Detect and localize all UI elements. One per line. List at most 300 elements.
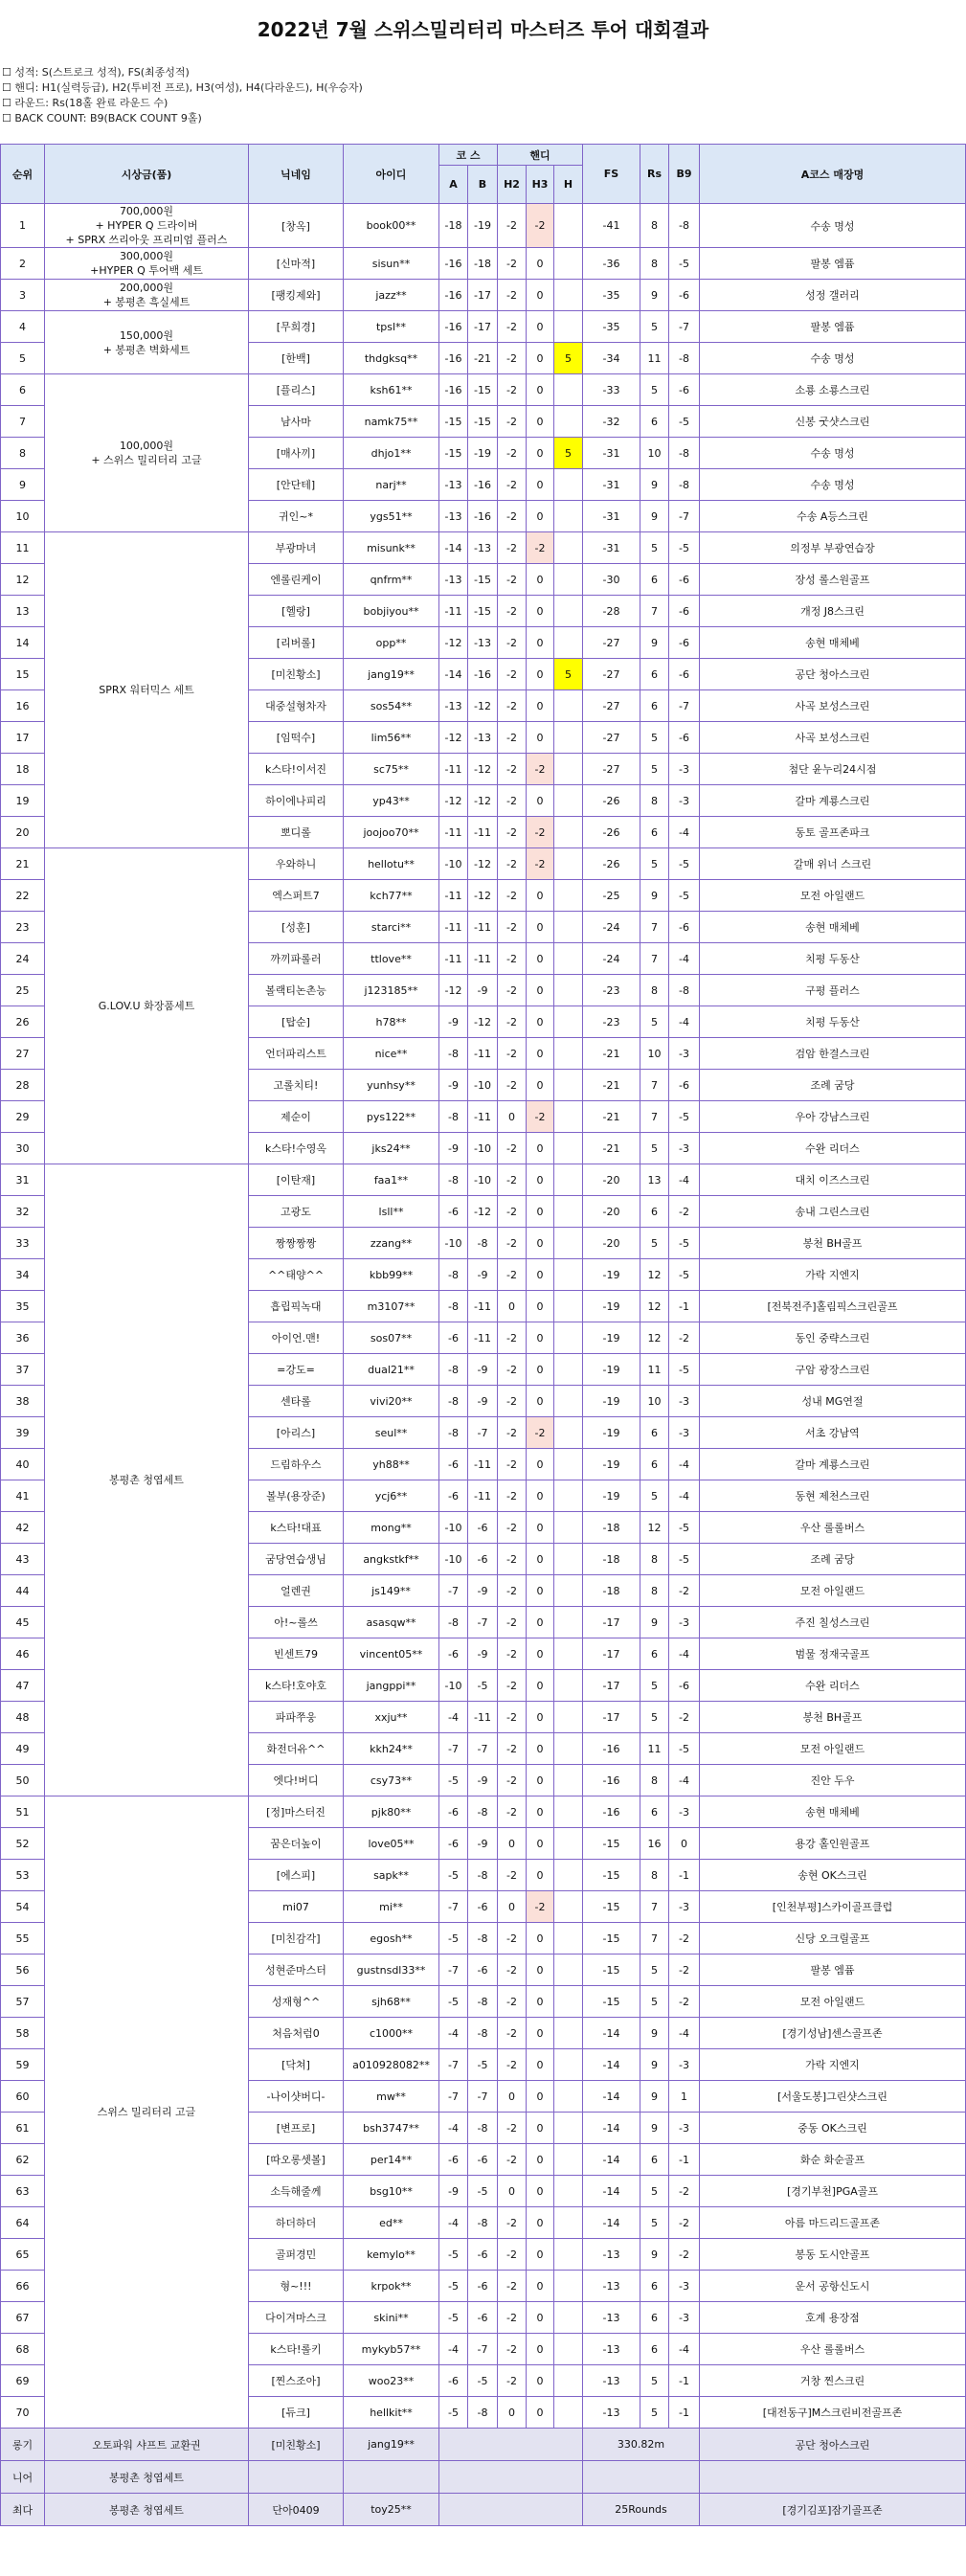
b-cell: -11 xyxy=(468,817,498,848)
b9-cell: -3 xyxy=(669,2049,700,2081)
b-cell: -18 xyxy=(468,248,498,280)
b9-cell: -4 xyxy=(669,1449,700,1480)
store-cell: 수송 명성 xyxy=(700,204,966,248)
b-cell: -12 xyxy=(468,754,498,785)
h-cell xyxy=(554,785,583,817)
h-cell xyxy=(554,722,583,754)
id-cell: sjh68** xyxy=(344,1986,439,2018)
store-cell: 동토 골프존파크 xyxy=(700,817,966,848)
h-cell xyxy=(554,2049,583,2081)
b-cell: -9 xyxy=(468,1386,498,1417)
store-cell: 송내 그린스크린 xyxy=(700,1196,966,1228)
fs-cell: -21 xyxy=(583,1101,640,1133)
header-b: B xyxy=(468,166,498,204)
nickname-cell: 우와하니 xyxy=(249,848,344,880)
b-cell: -7 xyxy=(468,2334,498,2365)
id-cell: hellotu** xyxy=(344,848,439,880)
b9-cell: -2 xyxy=(669,2176,700,2207)
a-cell: -7 xyxy=(439,1955,468,1986)
h3-cell: 0 xyxy=(527,1259,554,1291)
store-cell: 수송 A등스크린 xyxy=(700,501,966,532)
h-cell xyxy=(554,1070,583,1101)
rank-cell: 68 xyxy=(1,2334,45,2365)
nickname-cell: 남사마 xyxy=(249,406,344,438)
rs-cell: 8 xyxy=(640,1544,669,1575)
fs-cell: -18 xyxy=(583,1575,640,1607)
b9-cell: -2 xyxy=(669,1575,700,1607)
fs-cell: -27 xyxy=(583,659,640,690)
h-cell xyxy=(554,975,583,1006)
h-cell xyxy=(554,1733,583,1765)
fs-cell: -26 xyxy=(583,848,640,880)
header-course: 코 스 xyxy=(439,145,498,166)
rs-cell: 8 xyxy=(640,785,669,817)
rank-cell: 14 xyxy=(1,627,45,659)
special-rows xyxy=(1,2429,966,2526)
fs-cell: -31 xyxy=(583,501,640,532)
b-cell: -12 xyxy=(468,1006,498,1038)
h-cell xyxy=(554,1955,583,1986)
h-cell xyxy=(554,1006,583,1038)
rank-cell: 65 xyxy=(1,2239,45,2271)
b-cell: -19 xyxy=(468,204,498,248)
nickname-cell: 제순이 xyxy=(249,1101,344,1133)
store-cell: 봉천 BH골프 xyxy=(700,1228,966,1259)
nickname-cell: 형~!!! xyxy=(249,2271,344,2302)
rs-cell: 5 xyxy=(640,311,669,343)
fs-cell: -31 xyxy=(583,469,640,501)
a-cell: -11 xyxy=(439,817,468,848)
id-cell: pjk80** xyxy=(344,1796,439,1828)
h2-cell: -2 xyxy=(498,1986,527,2018)
a-cell: -6 xyxy=(439,1449,468,1480)
h-cell xyxy=(554,564,583,596)
rs-cell: 7 xyxy=(640,943,669,975)
rank-cell: 38 xyxy=(1,1386,45,1417)
rs-cell: 8 xyxy=(640,1575,669,1607)
nickname-cell: 볼부(용장준) xyxy=(249,1480,344,1512)
b9-cell: -8 xyxy=(669,343,700,374)
fs-cell: -21 xyxy=(583,1070,640,1101)
b9-cell: 1 xyxy=(669,2081,700,2113)
rs-cell: 11 xyxy=(640,1733,669,1765)
store-cell: 사곡 보성스크린 xyxy=(700,722,966,754)
store-cell: 우아 강남스크린 xyxy=(700,1101,966,1133)
nickname-cell: [변프로] xyxy=(249,2113,344,2144)
id-cell: bsg10** xyxy=(344,2176,439,2207)
h2-cell: -2 xyxy=(498,1638,527,1670)
a-cell: -12 xyxy=(439,975,468,1006)
h3-cell: 0 xyxy=(527,1544,554,1575)
b-cell: -8 xyxy=(468,2207,498,2239)
h3-cell: 0 xyxy=(527,2365,554,2397)
rs-cell: 7 xyxy=(640,1101,669,1133)
a-cell: -10 xyxy=(439,848,468,880)
h3-cell: 0 xyxy=(527,248,554,280)
h3-cell: 0 xyxy=(527,374,554,406)
b-cell: -8 xyxy=(468,2113,498,2144)
nickname-cell: 뽀디롤 xyxy=(249,817,344,848)
rank-cell: 50 xyxy=(1,1765,45,1796)
special-prize-cell: 봉평촌 청엽세트 xyxy=(45,2461,249,2494)
fs-cell: -15 xyxy=(583,1828,640,1860)
store-cell: [인천부평]스카이골프클럽 xyxy=(700,1891,966,1923)
store-cell: 수완 리더스 xyxy=(700,1670,966,1702)
b9-cell: -6 xyxy=(669,722,700,754)
h2-cell: -2 xyxy=(498,2144,527,2176)
b-cell: -15 xyxy=(468,374,498,406)
h3-cell: 0 xyxy=(527,722,554,754)
a-cell: -10 xyxy=(439,1544,468,1575)
fs-cell: -13 xyxy=(583,2365,640,2397)
b9-cell: -5 xyxy=(669,532,700,564)
b-cell: -9 xyxy=(468,1575,498,1607)
a-cell: -15 xyxy=(439,438,468,469)
rs-cell: 6 xyxy=(640,2271,669,2302)
h2-cell: -2 xyxy=(498,311,527,343)
rank-cell: 20 xyxy=(1,817,45,848)
store-cell: [경기부천]PGA골프 xyxy=(700,2176,966,2207)
a-cell: -5 xyxy=(439,2271,468,2302)
rank-cell: 44 xyxy=(1,1575,45,1607)
a-cell: -6 xyxy=(439,2144,468,2176)
b9-cell: -3 xyxy=(669,2302,700,2334)
nickname-cell: [따오롱셋볼] xyxy=(249,2144,344,2176)
h-cell xyxy=(554,1101,583,1133)
store-cell: 팔봉 엠퓸 xyxy=(700,311,966,343)
h2-cell: -2 xyxy=(498,1544,527,1575)
h-cell xyxy=(554,1480,583,1512)
h2-cell: -2 xyxy=(498,438,527,469)
h2-cell: -2 xyxy=(498,1702,527,1733)
rank-cell: 1 xyxy=(1,204,45,248)
prize-cell: 700,000원 + HYPER Q 드라이버 + SPRX 쓰리아웃 프리미엄 플러스 xyxy=(45,204,249,248)
fs-cell: -14 xyxy=(583,2049,640,2081)
header-b9: B9 xyxy=(669,145,700,204)
nickname-cell: 엑스퍼트7 xyxy=(249,880,344,912)
h2-cell: -2 xyxy=(498,2018,527,2049)
fs-cell: -17 xyxy=(583,1670,640,1702)
h2-cell: -2 xyxy=(498,1575,527,1607)
h3-cell: 0 xyxy=(527,2049,554,2081)
b9-cell: -3 xyxy=(669,1607,700,1638)
b-cell: -11 xyxy=(468,1480,498,1512)
h2-cell: -2 xyxy=(498,1164,527,1196)
h-cell xyxy=(554,248,583,280)
fs-cell: -19 xyxy=(583,1386,640,1417)
nickname-cell: [이탄재] xyxy=(249,1164,344,1196)
b9-cell: -2 xyxy=(669,1702,700,1733)
store-cell: 봉동 도시안골프 xyxy=(700,2239,966,2271)
rank-cell: 6 xyxy=(1,374,45,406)
nickname-cell: [헬랑] xyxy=(249,596,344,627)
h-cell xyxy=(554,1449,583,1480)
fs-cell: -28 xyxy=(583,596,640,627)
b9-cell: -4 xyxy=(669,1765,700,1796)
nickname-cell: -나이샷버디- xyxy=(249,2081,344,2113)
b9-cell: -3 xyxy=(669,2113,700,2144)
a-cell: -13 xyxy=(439,469,468,501)
h3-cell: 0 xyxy=(527,1733,554,1765)
b-cell: -6 xyxy=(468,1544,498,1575)
fs-cell: -17 xyxy=(583,1607,640,1638)
rs-cell: 5 xyxy=(640,2397,669,2429)
fs-cell: -14 xyxy=(583,2176,640,2207)
a-cell: -5 xyxy=(439,1860,468,1891)
h2-cell: -2 xyxy=(498,1796,527,1828)
h3-cell: 0 xyxy=(527,564,554,596)
h3-cell: 0 xyxy=(527,1038,554,1070)
a-cell: -7 xyxy=(439,2049,468,2081)
fs-cell: -13 xyxy=(583,2334,640,2365)
rank-cell: 8 xyxy=(1,438,45,469)
h3-cell: -2 xyxy=(527,817,554,848)
b9-cell: -6 xyxy=(669,1670,700,1702)
store-cell: 검암 한결스크린 xyxy=(700,1038,966,1070)
h-cell xyxy=(554,1038,583,1070)
header-rank: 순위 xyxy=(1,145,45,204)
b-cell: -13 xyxy=(468,722,498,754)
h2-cell: -2 xyxy=(498,1480,527,1512)
b-cell: -10 xyxy=(468,1133,498,1164)
rs-cell: 10 xyxy=(640,1386,669,1417)
rs-cell: 6 xyxy=(640,2334,669,2365)
fs-cell: -41 xyxy=(583,204,640,248)
h2-cell: 0 xyxy=(498,1891,527,1923)
special-label-cell: 롱기 xyxy=(1,2429,45,2461)
h3-cell: 0 xyxy=(527,1670,554,1702)
b-cell: -11 xyxy=(468,1449,498,1480)
fs-cell: -32 xyxy=(583,406,640,438)
id-cell: ed** xyxy=(344,2207,439,2239)
h2-cell: -2 xyxy=(498,406,527,438)
rs-cell: 6 xyxy=(640,406,669,438)
b9-cell: -4 xyxy=(669,817,700,848)
h3-cell: 0 xyxy=(527,1575,554,1607)
h-cell xyxy=(554,2207,583,2239)
h-cell xyxy=(554,1544,583,1575)
h2-cell: -2 xyxy=(498,248,527,280)
b-cell: -16 xyxy=(468,659,498,690)
b9-cell: -3 xyxy=(669,754,700,785)
rs-cell: 5 xyxy=(640,1986,669,2018)
result-rows xyxy=(1,204,966,2429)
rank-cell: 35 xyxy=(1,1291,45,1322)
rank-cell: 57 xyxy=(1,1986,45,2018)
b9-cell: -8 xyxy=(669,975,700,1006)
header-store: A코스 매장명 xyxy=(700,145,966,204)
special-award-row xyxy=(1,2461,966,2494)
h2-cell: -2 xyxy=(498,1955,527,1986)
rank-cell: 15 xyxy=(1,659,45,690)
a-cell: -8 xyxy=(439,1607,468,1638)
h3-cell: 0 xyxy=(527,343,554,374)
rank-cell: 30 xyxy=(1,1133,45,1164)
h3-cell: 0 xyxy=(527,2081,554,2113)
rs-cell: 5 xyxy=(640,754,669,785)
id-cell: qnfrm** xyxy=(344,564,439,596)
special-empty-cell xyxy=(439,2429,583,2461)
b9-cell: -3 xyxy=(669,2271,700,2302)
id-cell: seul** xyxy=(344,1417,439,1449)
a-cell: -8 xyxy=(439,1354,468,1386)
h-cell xyxy=(554,1670,583,1702)
b9-cell: -4 xyxy=(669,2334,700,2365)
store-cell: 거창 찐스크린 xyxy=(700,2365,966,2397)
b9-cell: -4 xyxy=(669,1006,700,1038)
store-cell: 송현 매체베 xyxy=(700,1796,966,1828)
rs-cell: 5 xyxy=(640,374,669,406)
fs-cell: -14 xyxy=(583,2081,640,2113)
h2-cell: -2 xyxy=(498,2049,527,2081)
store-cell: 갈매 위너 스크린 xyxy=(700,848,966,880)
rs-cell: 5 xyxy=(640,1955,669,1986)
fs-cell: -24 xyxy=(583,912,640,943)
rs-cell: 8 xyxy=(640,975,669,1006)
fs-cell: -13 xyxy=(583,2302,640,2334)
special-id-cell: jang19** xyxy=(344,2429,439,2461)
store-cell: 모전 아일랜드 xyxy=(700,1986,966,2018)
id-cell: asasqw** xyxy=(344,1607,439,1638)
rs-cell: 12 xyxy=(640,1291,669,1322)
a-cell: -16 xyxy=(439,248,468,280)
h-cell xyxy=(554,880,583,912)
h-cell xyxy=(554,1796,583,1828)
rank-cell: 61 xyxy=(1,2113,45,2144)
h-cell xyxy=(554,596,583,627)
fs-cell: -34 xyxy=(583,343,640,374)
id-cell: dhjo1** xyxy=(344,438,439,469)
special-label-cell: 니어 xyxy=(1,2461,45,2494)
h-cell xyxy=(554,1923,583,1955)
rank-cell: 45 xyxy=(1,1607,45,1638)
h-cell xyxy=(554,1322,583,1354)
h2-cell: -2 xyxy=(498,2113,527,2144)
store-cell: 신봉 굿샷스크린 xyxy=(700,406,966,438)
h3-cell: 0 xyxy=(527,2239,554,2271)
store-cell: 신당 오크릴골프 xyxy=(700,1923,966,1955)
h3-cell: 0 xyxy=(527,690,554,722)
id-cell: kkh24** xyxy=(344,1733,439,1765)
b9-cell: -4 xyxy=(669,1638,700,1670)
h-cell xyxy=(554,2397,583,2429)
b9-cell: -5 xyxy=(669,248,700,280)
special-store-cell: 공단 청아스크린 xyxy=(700,2429,966,2461)
id-cell: sapk** xyxy=(344,1860,439,1891)
a-cell: -8 xyxy=(439,1386,468,1417)
fs-cell: -17 xyxy=(583,1702,640,1733)
h3-cell: 0 xyxy=(527,2334,554,2365)
h3-cell: -2 xyxy=(527,754,554,785)
id-cell: jangppi** xyxy=(344,1670,439,1702)
rank-cell: 17 xyxy=(1,722,45,754)
store-cell: 성정 갤러리 xyxy=(700,280,966,311)
b-cell: -8 xyxy=(468,1228,498,1259)
id-cell: jang19** xyxy=(344,659,439,690)
table-row xyxy=(1,532,966,564)
nickname-cell: 언더파리스트 xyxy=(249,1038,344,1070)
h3-cell: 0 xyxy=(527,2018,554,2049)
b-cell: -7 xyxy=(468,1607,498,1638)
h2-cell: -2 xyxy=(498,627,527,659)
b9-cell: -2 xyxy=(669,1322,700,1354)
h2-cell: -2 xyxy=(498,469,527,501)
h-cell xyxy=(554,848,583,880)
a-cell: -7 xyxy=(439,1575,468,1607)
b-cell: -7 xyxy=(468,1417,498,1449)
a-cell: -8 xyxy=(439,1101,468,1133)
a-cell: -13 xyxy=(439,501,468,532)
nickname-cell: [매사끼] xyxy=(249,438,344,469)
b9-cell: -2 xyxy=(669,2239,700,2271)
store-cell: 송현 OK스크린 xyxy=(700,1860,966,1891)
h-cell xyxy=(554,1607,583,1638)
rank-cell: 24 xyxy=(1,943,45,975)
fs-cell: -19 xyxy=(583,1480,640,1512)
fs-cell: -23 xyxy=(583,1006,640,1038)
rs-cell: 10 xyxy=(640,438,669,469)
rank-cell: 46 xyxy=(1,1638,45,1670)
special-label-cell: 최다 xyxy=(1,2494,45,2526)
a-cell: -14 xyxy=(439,659,468,690)
a-cell: -8 xyxy=(439,1259,468,1291)
rs-cell: 7 xyxy=(640,596,669,627)
h3-cell: 0 xyxy=(527,1860,554,1891)
rank-cell: 54 xyxy=(1,1891,45,1923)
b9-cell: -5 xyxy=(669,1101,700,1133)
h2-cell: -2 xyxy=(498,532,527,564)
store-cell: 공단 청아스크린 xyxy=(700,659,966,690)
store-cell: 갈마 계룡스크린 xyxy=(700,1449,966,1480)
rs-cell: 5 xyxy=(640,722,669,754)
h3-cell: 0 xyxy=(527,659,554,690)
b9-cell: -5 xyxy=(669,1259,700,1291)
h-cell xyxy=(554,943,583,975)
rs-cell: 8 xyxy=(640,204,669,248)
h2-cell: 0 xyxy=(498,2176,527,2207)
h-cell xyxy=(554,374,583,406)
rank-cell: 18 xyxy=(1,754,45,785)
h3-cell: 0 xyxy=(527,501,554,532)
legend-line: ☐ 라운드: Rs(18홀 완료 라운드 수) xyxy=(2,97,168,109)
rs-cell: 5 xyxy=(640,1702,669,1733)
a-cell: -6 xyxy=(439,1480,468,1512)
id-cell: mong** xyxy=(344,1512,439,1544)
prize-cell: 100,000원 + 스위스 밀리터리 고글 xyxy=(45,374,249,532)
h3-cell: 0 xyxy=(527,1986,554,2018)
fs-cell: -16 xyxy=(583,1733,640,1765)
h2-cell: -2 xyxy=(498,1386,527,1417)
table-row xyxy=(1,311,966,343)
rs-cell: 5 xyxy=(640,2207,669,2239)
fs-cell: -18 xyxy=(583,1544,640,1575)
h-cell xyxy=(554,1386,583,1417)
h2-cell: -2 xyxy=(498,1196,527,1228)
rank-cell: 55 xyxy=(1,1923,45,1955)
fs-cell: -23 xyxy=(583,975,640,1006)
h2-cell: -2 xyxy=(498,1354,527,1386)
rank-cell: 11 xyxy=(1,532,45,564)
rank-cell: 32 xyxy=(1,1196,45,1228)
table-row xyxy=(1,848,966,880)
store-cell: [전북전주]홀림픽스크린골프 xyxy=(700,1291,966,1322)
b-cell: -12 xyxy=(468,785,498,817)
h3-cell: 0 xyxy=(527,1765,554,1796)
id-cell: vincent05** xyxy=(344,1638,439,1670)
rs-cell: 9 xyxy=(640,2081,669,2113)
legend-line: ☐ 핸디: H1(실력등급), H2(투비전 프로), H3(여성), H4(다라운드), H(우승자) xyxy=(2,81,363,94)
h2-cell: -2 xyxy=(498,690,527,722)
